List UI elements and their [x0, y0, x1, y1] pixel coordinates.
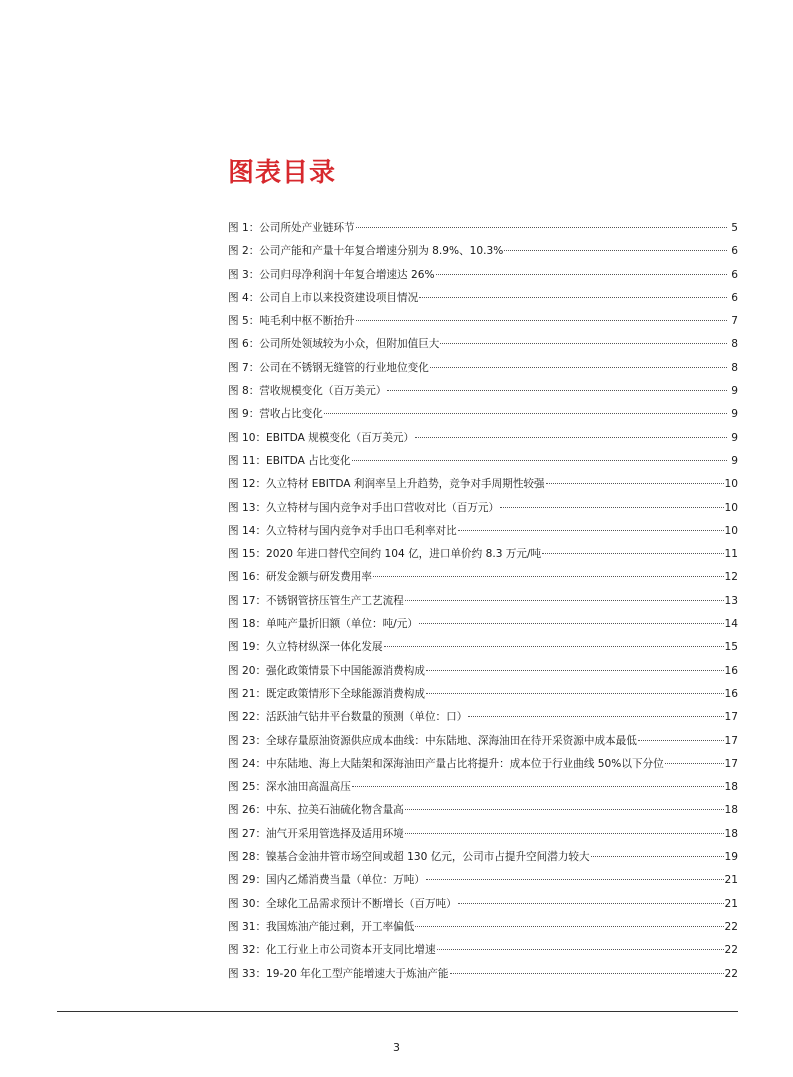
toc-leader-dots [440, 343, 727, 344]
toc-entry[interactable] [228, 243, 738, 266]
toc-leader-dots [450, 973, 724, 974]
toc-entry[interactable] [228, 709, 738, 732]
toc-leader-dots [430, 367, 727, 368]
toc-entry-page: 21 [724, 897, 738, 910]
toc-entry[interactable] [228, 523, 738, 546]
toc-entry[interactable] [228, 383, 738, 406]
toc-entry[interactable] [228, 966, 738, 989]
toc-entry[interactable] [228, 896, 738, 919]
toc-entry[interactable] [228, 546, 738, 569]
toc-entry-page: 15 [724, 641, 738, 654]
toc-entry-label: 图 16：研发金额与研发费用率 [228, 571, 372, 584]
toc-entry-label: 图 18：单吨产量折旧额（单位：吨/元） [228, 618, 418, 631]
toc-entry[interactable] [228, 430, 738, 453]
toc-entry[interactable] [228, 919, 738, 942]
toc-entry-label: 图 26：中东、拉美石油硫化物含量高 [228, 804, 404, 817]
toc-entry-label: 图 12：久立特材 EBITDA 利润率呈上升趋势，竞争对手周期性较强 [228, 478, 545, 491]
toc-entry-page: 10 [724, 478, 738, 491]
toc-entry[interactable] [228, 756, 738, 779]
toc-entry-page: 13 [724, 594, 738, 607]
toc-entry-page: 22 [724, 967, 738, 980]
toc-entry-label: 图 7：公司在不锈钢无缝管的行业地位变化 [228, 361, 429, 374]
toc-entry-page: 17 [724, 711, 738, 724]
toc-entry[interactable] [228, 453, 738, 476]
toc-entry[interactable] [228, 942, 738, 965]
toc-entry-page: 10 [724, 524, 738, 537]
toc-entry-label: 图 2：公司产能和产量十年复合增速分别为 8.9%、10.3% [228, 245, 504, 258]
page-title: 图表目录 [228, 158, 337, 188]
toc-leader-dots [405, 600, 724, 601]
toc-entry-page: 8 [731, 338, 738, 351]
toc-entry-label: 图 10：EBITDA 规模变化（百万美元） [228, 431, 415, 444]
toc-entry[interactable] [228, 476, 738, 499]
toc-entry-page: 8 [731, 361, 738, 374]
toc-entry-page: 6 [731, 245, 738, 258]
toc-leader-dots [384, 646, 724, 647]
toc-entry[interactable] [228, 406, 738, 429]
toc-leader-dots [387, 390, 727, 391]
footer-divider [57, 1011, 738, 1012]
toc-entry-label: 图 3：公司归母净利润十年复合增速达 26% [228, 268, 435, 281]
toc-leader-dots [419, 297, 727, 298]
toc-entry-label: 图 29：国内乙烯消费当量（单位：万吨） [228, 874, 425, 887]
toc-leader-dots [419, 623, 724, 624]
toc-entry[interactable] [228, 593, 738, 616]
toc-entry-label: 图 27：油气开采用管选择及适用环境 [228, 827, 404, 840]
toc-entry-page: 9 [731, 431, 738, 444]
toc-leader-dots [426, 670, 724, 671]
toc-leader-dots [504, 250, 727, 251]
toc-entry-label: 图 13：久立特材与国内竞争对手出口营收对比（百万元） [228, 501, 500, 514]
toc-leader-dots [356, 320, 727, 321]
toc-leader-dots [356, 227, 727, 228]
toc-entry-page: 7 [731, 315, 738, 328]
toc-entry[interactable] [228, 569, 738, 592]
toc-entry-page: 9 [731, 454, 738, 467]
toc-entry-page: 21 [724, 874, 738, 887]
toc-leader-dots [665, 763, 724, 764]
toc-entry-page: 9 [731, 408, 738, 421]
toc-entry-label: 图 24：中东陆地、海上大陆架和深海油田产量占比将提升：成本位于行业曲线 50%以下分位 [228, 757, 664, 770]
toc-leader-dots [352, 460, 727, 461]
toc-entry-page: 18 [724, 804, 738, 817]
toc-entry-page: 22 [724, 944, 738, 957]
toc-leader-dots [415, 437, 727, 438]
toc-entry[interactable] [228, 639, 738, 662]
toc-entry-page: 14 [724, 618, 738, 631]
toc-entry-page: 12 [724, 571, 738, 584]
toc-entry-page: 9 [731, 385, 738, 398]
toc-entry[interactable] [228, 663, 738, 686]
toc-entry-page: 16 [724, 687, 738, 700]
toc-leader-dots [458, 530, 724, 531]
toc-entry-label: 图 23：全球存量原油资源供应成本曲线：中东陆地、深海油田在待开采资源中成本最低 [228, 734, 637, 747]
toc-leader-dots [373, 576, 724, 577]
toc-leader-dots [436, 274, 727, 275]
toc-entry-page: 18 [724, 827, 738, 840]
toc-entry-label: 图 15：2020 年进口替代空间约 104 亿，进口单价约 8.3 万元/吨 [228, 548, 542, 561]
toc-entry-page: 16 [724, 664, 738, 677]
toc-entry[interactable] [228, 802, 738, 825]
toc-entry[interactable] [228, 872, 738, 895]
toc-entry-label: 图 20：强化政策情景下中国能源消费构成 [228, 664, 425, 677]
toc-leader-dots [638, 740, 724, 741]
toc-entry-page: 22 [724, 920, 738, 933]
toc-entry[interactable] [228, 826, 738, 849]
toc-entry-label: 图 4：公司自上市以来投资建设项目情况 [228, 291, 419, 304]
toc-entry[interactable] [228, 220, 738, 243]
toc-entry[interactable] [228, 779, 738, 802]
page-number: 3 [393, 1041, 400, 1054]
toc-entry[interactable] [228, 686, 738, 709]
toc-leader-dots [546, 483, 724, 484]
toc-leader-dots [405, 809, 724, 810]
toc-entry-page: 11 [724, 548, 738, 561]
toc-entry-page: 6 [731, 268, 738, 281]
toc-entry-page: 17 [724, 757, 738, 770]
toc-entry-page: 6 [731, 291, 738, 304]
toc-entry-label: 图 30：全球化工品需求预计不断增长（百万吨） [228, 897, 457, 910]
toc-entry-label: 图 6：公司所处领域较为小众，但附加值巨大 [228, 338, 440, 351]
table-of-figures [228, 220, 738, 989]
toc-entry-label: 图 28：镍基合金油井管市场空间或超 130 亿元，公司市占提升空间潜力较大 [228, 851, 590, 864]
toc-entry-page: 5 [731, 222, 738, 234]
toc-entry[interactable] [228, 267, 738, 290]
toc-entry-page: 19 [724, 851, 738, 864]
toc-leader-dots [458, 903, 724, 904]
toc-entry-label: 图 33：19-20 年化工型产能增速大于炼油产能 [228, 967, 449, 980]
toc-entry-page: 18 [724, 781, 738, 794]
toc-leader-dots [542, 553, 723, 554]
toc-leader-dots [405, 833, 724, 834]
toc-entry-label: 图 25：深水油田高温高压 [228, 781, 351, 794]
toc-entry[interactable] [228, 313, 738, 336]
toc-entry[interactable] [228, 733, 738, 756]
toc-entry-label: 图 21：既定政策情形下全球能源消费构成 [228, 687, 425, 700]
toc-leader-dots [415, 926, 723, 927]
toc-entry-label: 图 14：久立特材与国内竞争对手出口毛利率对比 [228, 524, 457, 537]
toc-leader-dots [426, 879, 724, 880]
toc-entry[interactable] [228, 849, 738, 872]
toc-entry-label: 图 5：吨毛利中枢不断抬升 [228, 315, 355, 328]
toc-entry[interactable] [228, 336, 738, 359]
toc-entry-page: 10 [724, 501, 738, 514]
toc-leader-dots [426, 693, 724, 694]
toc-entry-label: 图 8：营收规模变化（百万美元） [228, 385, 387, 398]
toc-entry[interactable] [228, 500, 738, 523]
toc-entry-label: 图 31：我国炼油产能过剩，开工率偏低 [228, 920, 415, 933]
toc-leader-dots [352, 786, 724, 787]
toc-entry-page: 17 [724, 734, 738, 747]
toc-entry[interactable] [228, 616, 738, 639]
toc-entry[interactable] [228, 360, 738, 383]
toc-entry-label: 图 9：营收占比变化 [228, 408, 323, 421]
toc-entry-label: 图 32：化工行业上市公司资本开支同比增速 [228, 944, 436, 957]
toc-entry-label: 图 11：EBITDA 占比变化 [228, 454, 351, 467]
toc-leader-dots [591, 856, 724, 857]
toc-entry-label: 图 22：活跃油气钻井平台数量的预测（单位：口） [228, 711, 468, 724]
toc-leader-dots [500, 507, 723, 508]
toc-entry-label: 图 1：公司所处产业链环节 [228, 222, 355, 234]
toc-leader-dots [468, 716, 723, 717]
toc-entry-label: 图 19：久立特材纵深一体化发展 [228, 641, 383, 654]
toc-leader-dots [324, 413, 727, 414]
toc-leader-dots [437, 949, 724, 950]
toc-entry[interactable] [228, 290, 738, 313]
toc-entry-label: 图 17：不锈钢管挤压管生产工艺流程 [228, 594, 404, 607]
